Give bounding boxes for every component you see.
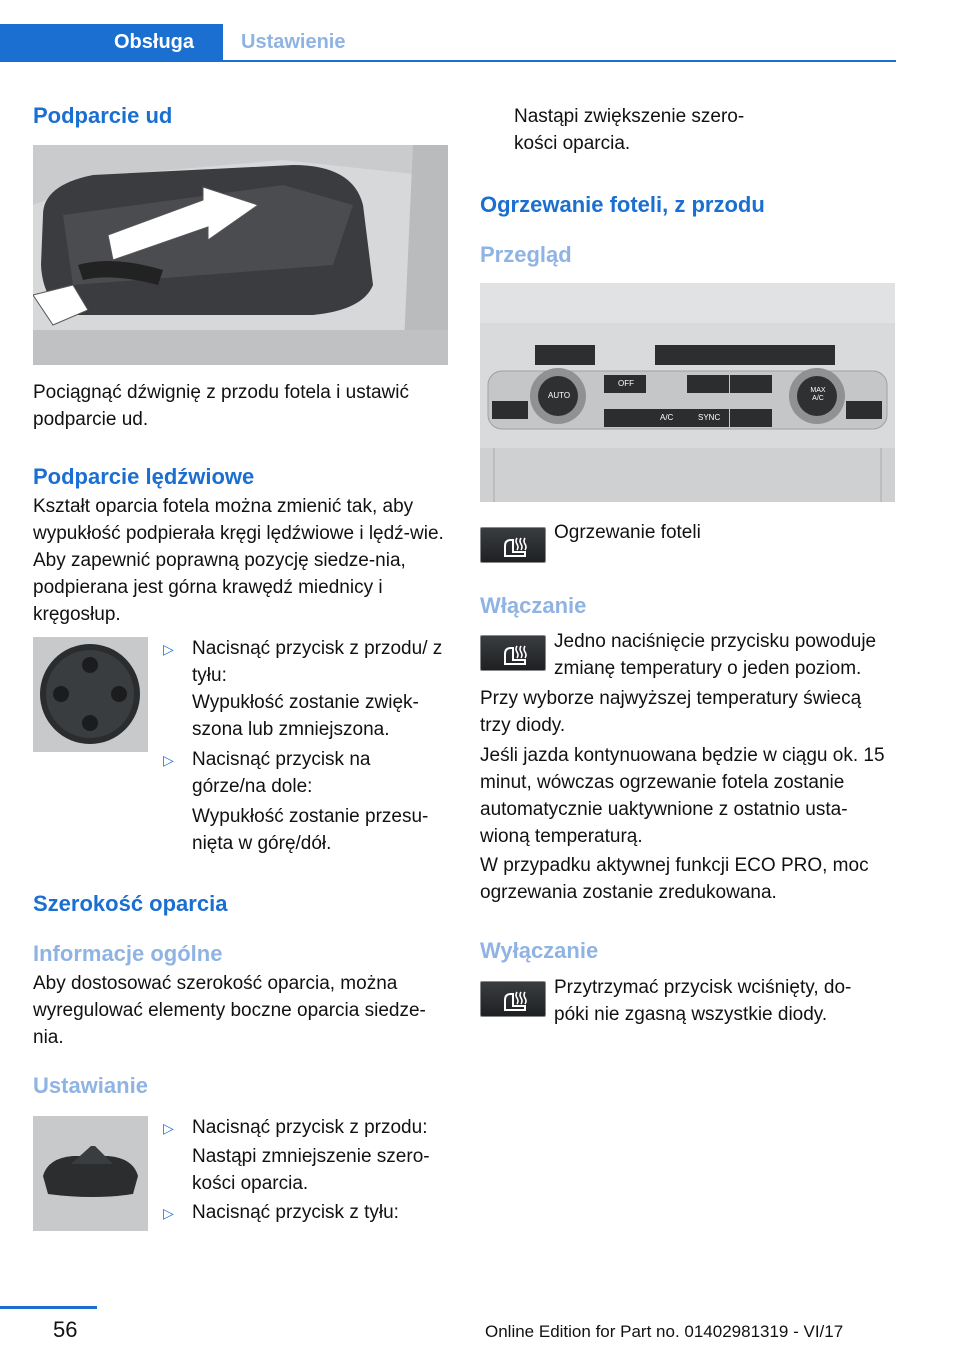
header-divider [0, 60, 896, 62]
sync-label: SYNC [698, 413, 721, 422]
switch-on-text: Jedno naciśnięcie przycisku powoduje zmianę temperatury o jeden poziom. [554, 631, 877, 679]
width-bullet-1-result: Nastąpi zmniejszenie szero-kości oparcia. [192, 1146, 430, 1194]
backrest-width-text: Aby dostosować szerokość oparcia, można wyregulować elementy boczne oparcia siedze-nia. [33, 973, 426, 1048]
edition-text: Online Edition for Part no. 01402981319 - VI/17 [485, 1322, 844, 1341]
general-info-heading: Informacje ogólne [33, 941, 223, 966]
overview-heading: Przegląd [480, 242, 572, 267]
thigh-support-text: Pociągnąć dźwignię z przodu fotela i ustawić podparcie ud. [33, 382, 409, 430]
switch-on-paragraph-1: Przy wyborze najwyższej temperatury świecą trzy diody. [480, 688, 862, 736]
off-label: OFF [618, 379, 634, 388]
climate-panel-image [480, 283, 895, 502]
width-bullet-2-result: Nastąpi zwiększenie szero-kości oparcia. [514, 106, 745, 154]
backrest-width-switch-image [33, 1116, 148, 1231]
backrest-width-heading: Szerokość oparcia [33, 891, 228, 916]
lumbar-bullet-2-result: Wypukłość zostanie przesu-nięta w górę/dół. [192, 806, 429, 854]
ac-label: A/C [660, 413, 674, 422]
adjustment-heading: Ustawianie [33, 1073, 148, 1098]
lumbar-bullet-1-result: Wypukłość zostanie zwięk-szona lub zmniejszona. [192, 692, 419, 740]
lumbar-bullet-1: Nacisnąć przycisk z przodu/ z tyłu: [192, 638, 443, 686]
width-bullet-1: Nacisnąć przycisk z przodu: [192, 1117, 428, 1138]
bullet-triangle-icon: ▷ [163, 641, 174, 657]
lumbar-switch-image [33, 637, 148, 752]
seat-heating-icon [480, 635, 546, 671]
seat-heating-icon [480, 981, 546, 1017]
tab-obsluga[interactable]: Obsługa [0, 24, 223, 60]
lumbar-support-text: Kształt oparcia fotela można zmienić tak, aby wypukłość podpierała kręgi lędźwiowe i lędź-wie. Aby zapewnić poprawną pozycję siedze-nia, podpierana jest górna krawędź miednicy i kręgosłup. [33, 496, 444, 625]
thigh-support-heading: Podparcie ud [33, 103, 173, 128]
bullet-triangle-icon: ▷ [163, 752, 174, 768]
switch-on-paragraph-2: Jeśli jazda kontynuowana będzie w ciągu ok. 15 minut, wówczas ogrzewanie fotela zostanie automatycznie uaktywnione z ostatnio usta-wioną temperaturą. [480, 745, 885, 847]
auto-left-label: AUTO [548, 391, 571, 400]
tab-ustawienie[interactable]: Ustawienie [241, 31, 346, 53]
width-bullet-2: Nacisnąć przycisk z tyłu: [192, 1202, 399, 1223]
thigh-support-image [33, 145, 448, 365]
switch-on-paragraph-3: W przypadku aktywnej funkcji ECO PRO, moc ogrzewania zostanie zredukowana. [480, 855, 869, 903]
lumbar-support-heading: Podparcie lędźwiowe [33, 464, 255, 489]
top-tab-bar [0, 24, 896, 62]
page-number: 56 [53, 1317, 78, 1342]
footer-divider [0, 1306, 97, 1309]
seat-heating-heading: Ogrzewanie foteli, z przodu [480, 192, 765, 217]
seat-heating-label: Ogrzewanie foteli [554, 522, 701, 543]
max-ac-label: MAX A/C [810, 387, 826, 402]
seat-heating-icon [480, 527, 546, 563]
switch-on-heading: Włączanie [480, 593, 587, 618]
bullet-triangle-icon: ▷ [163, 1205, 174, 1221]
bullet-triangle-icon: ▷ [163, 1120, 174, 1136]
lumbar-bullet-2: Nacisnąć przycisk na górze/na dole: [192, 749, 371, 797]
switch-off-text: Przytrzymać przycisk wciśnięty, do-póki nie zgasną wszystkie diody. [554, 977, 852, 1025]
switch-off-heading: Wyłączanie [480, 938, 599, 963]
